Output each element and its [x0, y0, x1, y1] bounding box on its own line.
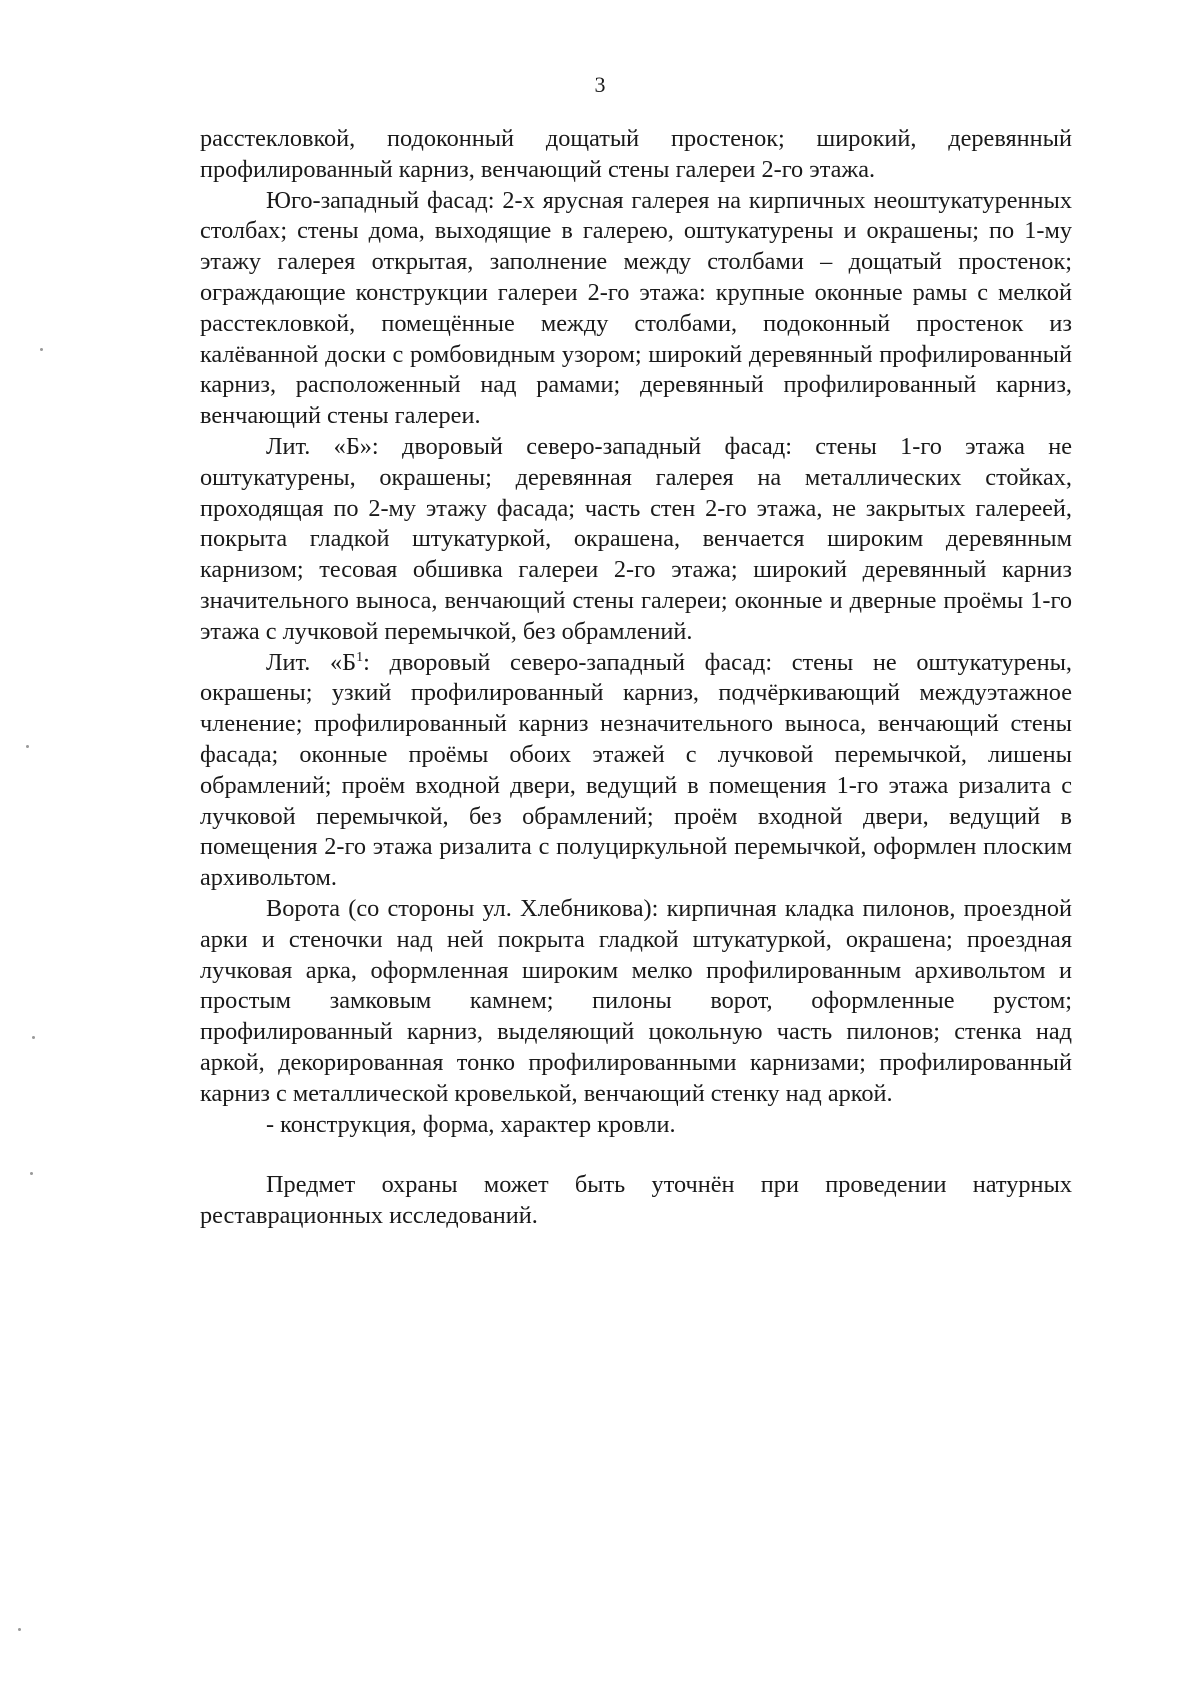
paragraph-protection-note: Предмет охраны может быть уточнён при проведении натурных реставрационных исследований.: [200, 1171, 1072, 1230]
page-number: 3: [594, 72, 606, 97]
lit-b1-superscript: 1: [356, 649, 364, 665]
paragraph-southwest-facade: Юго-западный фасад: 2-х ярусная галерея на кирпичных неоштукатуренных столбах; стены дома, выходящие в галерею, оштукатурены и окрашены; по 1-му этажу галерея открытая, заполнение между столбами – дощатый простенок; ограждающие конструкции галереи 2-го этажа: крупные оконные рамы с мелкой расстекловкой, помещённые между столбами, подоконный простенок из калёванной доски с ромбовидным узором; широкий деревянный профилированный карниз, расположенный над рамами; деревянный профилированный карниз, венчающий стены галереи.: [200, 186, 1072, 430]
document-body: [200, 124, 1072, 1232]
paragraph-lit-b1: [200, 648, 1072, 894]
paragraph-continuation: расстекловкой, подоконный дощатый простенок; широкий, деревянный профилированный карниз, венчающий стены галереи 2-го этажа.: [200, 125, 1072, 183]
lit-b1-lead: Лит. «Б: [266, 648, 357, 676]
scan-speck: [26, 745, 29, 748]
lit-b1-text: : дворовый северо-западный фасад: стены не оштукатурены, окрашены; узкий профилированный карниз, подчёркивающий междуэтажное членение; профилированный карниз незначительного выноса, венчающий стены фасада; оконные проёмы обоих этажей с лучковой перемычкой, лишены обрамлений; проём входной двери, ведущий в помещения 1-го этажа ризалита с лучковой перемычкой, без обрамлений; проём входной двери, ведущий в помещения 2-го этажа ризалита с полуциркульной перемычкой, оформлен плоским архивольтом.: [200, 648, 1072, 892]
scan-speck: [32, 1036, 35, 1039]
scan-speck: [18, 1628, 21, 1631]
paragraph-roof-item: - конструкция, форма, характер кровли.: [266, 1110, 676, 1138]
scan-speck: [40, 348, 43, 351]
paragraph-gates: Ворота (со стороны ул. Хлебникова): кирпичная кладка пилонов, проездной арки и стеночки над ней покрыта гладкой штукатуркой, окрашена; проездная лучковая арка, оформленная широким мелко профилированным архивольтом и простым замковым камнем; пилоны ворот, оформленные рустом; профилированный карниз, выделяющий цокольную часть пилонов; стенка над аркой, декорированная тонко профилированными карнизами; профилированный карниз с металлической кровелькой, венчающий стенку над аркой.: [200, 894, 1072, 1107]
paragraph-lit-b: Лит. «Б»: дворовый северо-западный фасад: стены 1-го этажа не оштукатурены, окрашены; деревянная галерея на металлических стойках, проходящая по 2-му этажу фасада; часть стен 2-го этажа, не закрытых галереей, покрыта гладкой штукатуркой, окрашена, венчается широким деревянным карнизом; тесовая обшивка галереи 2-го этажа; широкий деревянный карниз значительного выноса, венчающий стены галереи; оконные и дверные проёмы 1-го этажа с лучковой перемычкой, без обрамлений.: [200, 432, 1072, 645]
scan-speck: [30, 1172, 33, 1175]
